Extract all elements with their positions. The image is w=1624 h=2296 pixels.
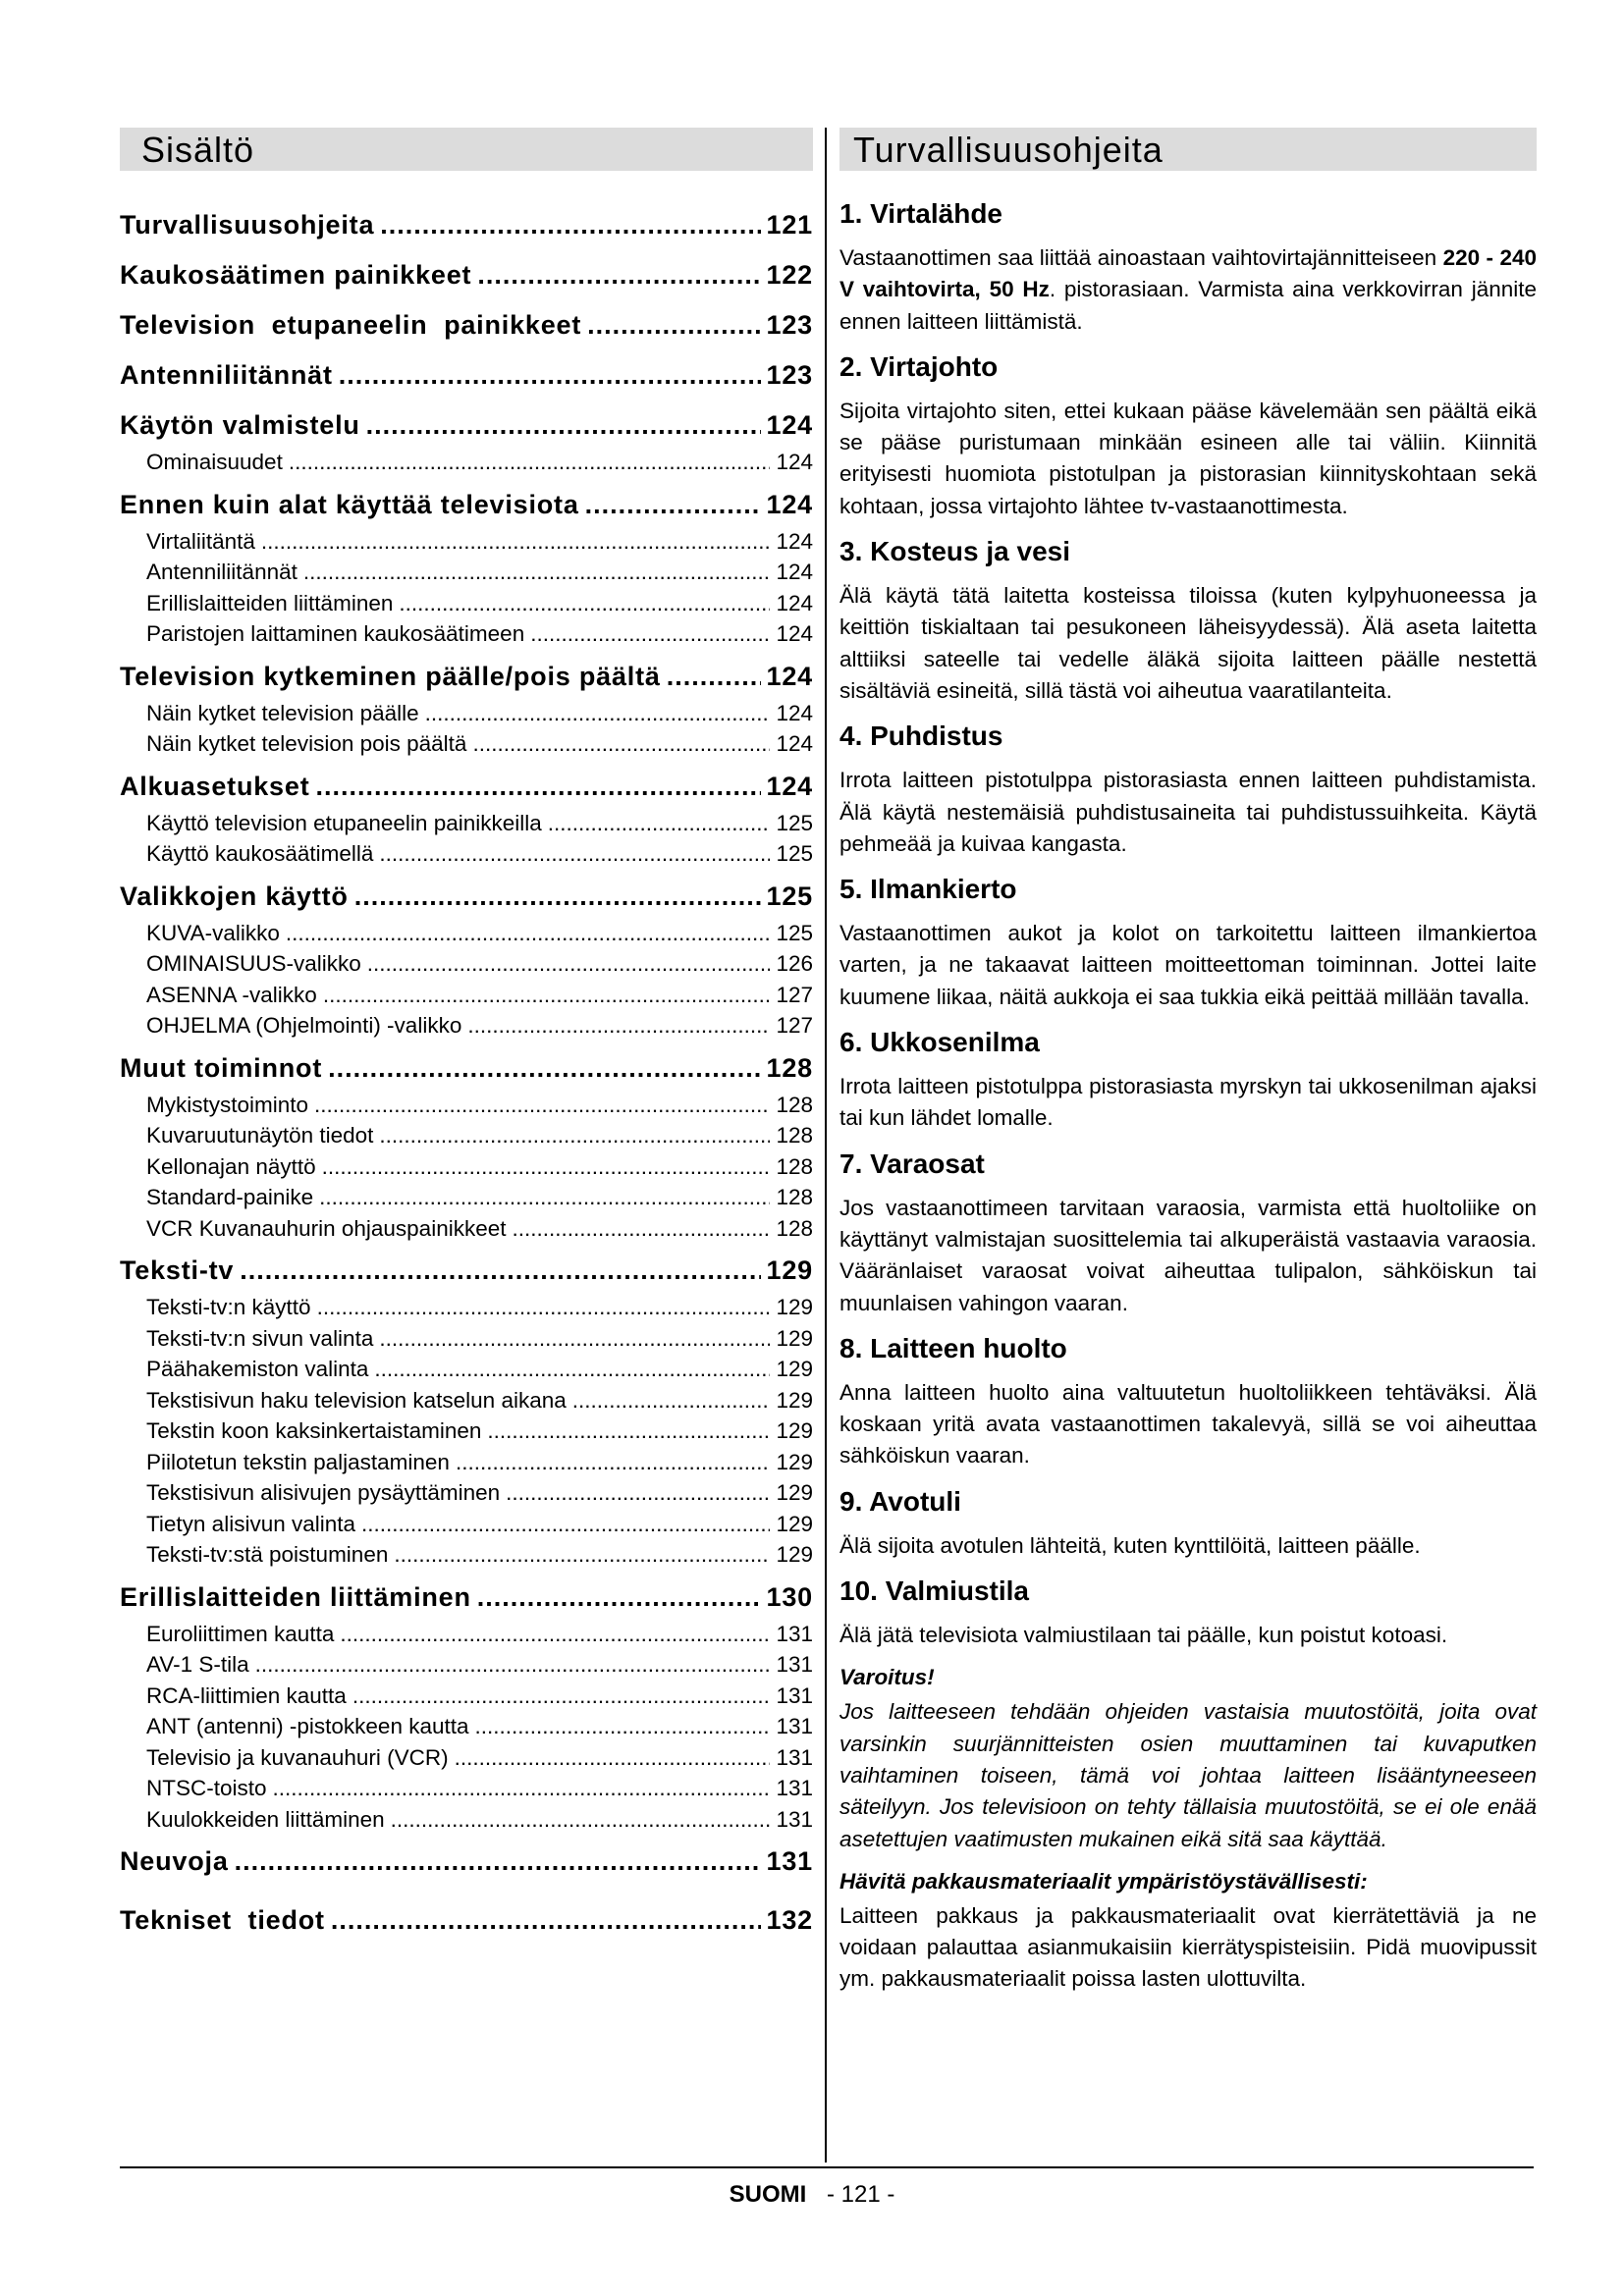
toc-leader-dots [289, 450, 771, 475]
section-text [839, 1377, 1537, 1472]
toc-subentry-page: 127 [776, 1013, 813, 1038]
section-text-part: Jos vastaanottimeen tarvitaan varaosia, varmista että huoltoliike on käyttänyt valmistajan suosittelemia tai alkuperäistä vastaavia varaosia. Vääränlaiset varaosat voivat aiheuttaa tulipalon, sähköiskun tai muunlaisen vahingon vaaran. [839, 1195, 1537, 1315]
toc-subentry-page: 131 [776, 1744, 813, 1770]
column-divider [825, 128, 827, 2163]
toc-leader-dots [477, 1582, 761, 1613]
section-text [839, 1530, 1537, 1562]
toc-subentries [120, 1622, 813, 1839]
toc-entry-label: Antenniliitännät [120, 360, 333, 390]
toc-subentry-label: VCR Kuvanauhurin ohjauspainikkeet [146, 1215, 507, 1241]
toc-leader-dots [477, 260, 760, 291]
toc-subentry-label: Tekstin koon kaksinkertaistaminen [146, 1418, 482, 1443]
packaging-text: Laitteen pakkaus ja pakkausmateriaalit ovat kierrätettäviä ja ne voidaan palauttaa asianmukaisiin kierrätyspisteisiin. Pidä muovipussit ym. pakkausmateriaalit poissa lasten ulottuvilta. [839, 1902, 1537, 1992]
section-text-part: Anna laitteen huolto aina valtuutetun huoltoliikkeen tehtäväksi. Älä koskaan yritä avata vastaanottimen takalevyä, sillä se voi aiheuttaa sähköiskun vaaran. [839, 1379, 1537, 1468]
toc-leader-dots [667, 662, 761, 692]
toc-subentry-page: 127 [776, 982, 813, 1007]
toc-subentry [120, 1745, 813, 1777]
toc-subentry-page: 131 [776, 1682, 813, 1708]
toc-subentry-page: 125 [776, 810, 813, 835]
toc-subentry [120, 529, 813, 561]
toc-leader-dots [487, 1418, 770, 1444]
toc-subentry-page: 124 [776, 590, 813, 615]
toc-subentry [120, 1776, 813, 1807]
toc-leader-dots [585, 490, 761, 520]
toc-subentry-label: Paristojen laittaminen kaukosäätimeen [146, 621, 525, 646]
section-text [839, 580, 1537, 707]
toc-leader-dots [322, 1154, 771, 1180]
toc-subentry [120, 1216, 813, 1248]
toc-subentry [120, 621, 813, 653]
toc-subentry-label: NTSC-toisto [146, 1776, 267, 1800]
section-heading: 1. Virtalähde [839, 198, 1003, 229]
toc-subentry [120, 1622, 813, 1653]
toc-subentry-page: 129 [776, 1295, 813, 1319]
toc-entry-page: 123 [766, 310, 813, 340]
toc-subentries [120, 450, 813, 481]
toc-subentry [120, 841, 813, 873]
toc-subentry [120, 983, 813, 1014]
toc-subentry [120, 1418, 813, 1450]
toc-subentry-page: 128 [776, 1123, 813, 1148]
toc-entry-label: Käytön valmistelu [120, 410, 360, 440]
section-text-part: Vastaanottimen saa liittää ainoastaan vaihtovirtajännitteiseen [839, 245, 1443, 270]
footer-page-number: - 121 - [826, 2181, 895, 2208]
toc-entry-label: Television kytkeminen päälle/pois päältä [120, 661, 661, 691]
toc-subentry-page: 126 [776, 951, 813, 976]
toc-leader-dots [319, 1185, 770, 1210]
toc-entry-label: Television etupaneelin painikkeet [120, 310, 582, 340]
toc-subentry-page: 128 [776, 1215, 813, 1241]
toc-leader-dots [467, 1013, 770, 1039]
toc-subentry-page: 128 [776, 1185, 813, 1209]
toc-subentry [120, 450, 813, 481]
toc-entry-page: 128 [766, 1052, 813, 1083]
section-text [839, 1620, 1537, 1651]
toc-leader-dots [572, 1388, 771, 1414]
toc-subentry-page: 124 [776, 560, 813, 584]
toc-subentry-label: OMINAISUUS-valikko [146, 951, 361, 976]
toc-leader-dots [235, 1846, 761, 1877]
section-heading: 10. Valmiustila [839, 1575, 1029, 1607]
toc-subentry-label: Teksti-tv:n sivun valinta [146, 1325, 374, 1351]
section-text-part: . pistorasiaan. Varmista aina verkkovirran jännite ennen laitteen liittämistä. [839, 277, 1537, 334]
section-heading: 2. Virtajohto [839, 350, 999, 382]
toc-entry [120, 1905, 813, 1937]
toc-subentry [120, 560, 813, 591]
toc-entry-page: 123 [766, 360, 813, 390]
toc-subentry-label: Virtaliitäntä [146, 528, 255, 554]
toc-leader-dots [303, 560, 771, 585]
toc-subentry-label: ASENNA -valikko [146, 982, 317, 1007]
toc-subentry-page: 124 [776, 528, 813, 554]
toc-subentry-page: 129 [776, 1511, 813, 1536]
toc-entry-page: 124 [766, 410, 813, 440]
footer-language: SUOMI [729, 2181, 807, 2208]
toc-subentry-page: 131 [776, 1806, 813, 1832]
toc-entry-page: 124 [766, 489, 813, 519]
toc-title: Sisältö [120, 128, 813, 171]
toc-leader-dots [548, 811, 771, 836]
toc-subentry-label: OHJELMA (Ohjelmointi) -valikko [146, 1013, 462, 1038]
section-heading: 8. Laitteen huolto [839, 1332, 1067, 1363]
section-text [839, 1071, 1537, 1135]
safety-title: Turvallisuusohjeita [839, 128, 1537, 171]
toc-subentry [120, 1154, 813, 1186]
toc-leader-dots [456, 1450, 771, 1475]
toc-subentry-label: Erillislaitteiden liittäminen [146, 590, 394, 615]
toc-subentry-label: Kuvaruutunäytön tiedot [146, 1123, 374, 1148]
section-text [839, 242, 1537, 338]
toc-entry [120, 210, 813, 241]
toc-subentry-label: Tietyn alisivun valinta [146, 1511, 356, 1536]
toc-entry-label: Neuvoja [120, 1846, 229, 1876]
toc-subentry-page: 131 [776, 1776, 813, 1800]
toc-leader-dots [475, 1714, 771, 1739]
toc-leader-dots [317, 1295, 771, 1320]
toc-leader-dots [380, 210, 760, 240]
toc-entry [120, 1582, 813, 1614]
toc-leader-dots [379, 1123, 770, 1148]
toc-subentry-label: Ominaisuudet [146, 450, 283, 474]
toc-leader-dots [286, 921, 771, 946]
section-text [839, 765, 1537, 860]
toc-subentry-label: Piilotetun tekstin paljastaminen [146, 1449, 450, 1474]
toc-entry [120, 310, 813, 342]
toc-subentries [120, 811, 813, 873]
section-heading: 6. Ukkosenilma [839, 1027, 1040, 1058]
toc-leader-dots [354, 881, 761, 912]
page-footer [0, 2181, 1624, 2209]
table-of-contents [120, 128, 813, 1937]
toc-entry-page: 121 [766, 210, 813, 240]
toc-entry [120, 1846, 813, 1878]
toc-subentry-page: 124 [776, 700, 813, 725]
toc-subentry-page: 128 [776, 1092, 813, 1117]
toc-entry-label: Tekniset tiedot [120, 1905, 325, 1935]
toc-subentry [120, 1652, 813, 1683]
toc-leader-dots [340, 1622, 770, 1647]
toc-leader-dots [394, 1542, 770, 1568]
toc-entry [120, 1053, 813, 1085]
warning-title: Varoitus! [839, 1665, 935, 1690]
toc-leader-dots [425, 701, 771, 726]
section-heading: 5. Ilmankierto [839, 874, 1017, 905]
toc-list [120, 210, 813, 1937]
toc-leader-dots [399, 591, 770, 616]
toc-subentry-page: 129 [776, 1357, 813, 1381]
toc-subentry-label: Näin kytket television päälle [146, 700, 419, 725]
toc-subentry-label: RCA-liittimien kautta [146, 1682, 347, 1708]
section-heading: 3. Kosteus ja vesi [839, 536, 1071, 567]
toc-leader-dots [261, 529, 771, 555]
section-text-part: Älä jätä televisiota valmiustilaan tai päälle, kun poistut kotoasi. [839, 1623, 1448, 1648]
toc-entry-page: 130 [766, 1581, 813, 1612]
toc-subentry-label: Päähakemiston valinta [146, 1357, 369, 1381]
toc-subentry-label: Käyttö kaukosäätimellä [146, 841, 374, 866]
toc-subentry [120, 1295, 813, 1326]
toc-entry [120, 490, 813, 521]
toc-subentry-page: 129 [776, 1542, 813, 1567]
toc-subentry-page: 124 [776, 731, 813, 756]
warning-text: Jos laitteeseen tehdään ohjeiden vastaisia muutostöitä, joita ovat varsinkin suurjännitteisten osien muuttaminen tai kuvaputken vaihtaminen toiseen, tämä voi johtaa laitteen lisääntyneeseen säteilyyn. Jos televisioon on tehty tällaisia muutostöitä, se ei ole enää asetettujen vaatimusten mukainen eikä sitä saa käyttää. [839, 1699, 1537, 1851]
toc-leader-dots [367, 951, 771, 977]
toc-subentry-page: 129 [776, 1418, 813, 1443]
toc-entry-label: Alkuasetukset [120, 771, 310, 801]
toc-subentry-page: 128 [776, 1153, 813, 1179]
toc-entry-page: 124 [766, 661, 813, 691]
toc-subentry-label: Näin kytket television pois päältä [146, 731, 467, 756]
toc-entry [120, 360, 813, 392]
toc-entry-page: 125 [766, 881, 813, 911]
toc-subentry-page: 129 [776, 1449, 813, 1474]
toc-subentry [120, 701, 813, 732]
toc-subentry-label: Käyttö television etupaneelin painikkeilla [146, 810, 542, 835]
toc-subentry-label: Euroliittimen kautta [146, 1621, 335, 1646]
toc-leader-dots [530, 621, 770, 647]
toc-leader-dots [587, 310, 760, 341]
toc-entry [120, 410, 813, 442]
safety-instructions [839, 128, 1537, 2009]
toc-subentry-label: KUVA-valikko [146, 920, 280, 945]
toc-entry-page: 122 [766, 260, 813, 290]
toc-leader-dots [366, 410, 761, 441]
toc-subentry-label: Teksti-tv:n käyttö [146, 1295, 311, 1319]
toc-subentry [120, 1093, 813, 1124]
toc-leader-dots [323, 983, 771, 1008]
toc-entry [120, 772, 813, 803]
toc-subentry-page: 125 [776, 920, 813, 945]
section-heading: 4. Puhdistus [839, 721, 1003, 752]
section-text-part: Älä sijoita avotulen lähteitä, kuten kynttilöitä, laitteen päälle. [839, 1532, 1421, 1558]
toc-subentry [120, 1185, 813, 1216]
toc-entry-page: 132 [766, 1905, 813, 1935]
toc-subentry-page: 129 [776, 1325, 813, 1351]
toc-leader-dots [472, 731, 770, 757]
toc-subentry [120, 1388, 813, 1419]
toc-leader-dots [512, 1216, 770, 1242]
toc-subentry [120, 951, 813, 983]
section-text-part: Vastaanottimen aukot ja kolot on tarkoitettu laitteen ilmankiertoa varten, ja ne takaavat laitteen moitteettoman toiminnan. Jottei laite kuumene liikaa, näitä aukkoja ei saa tukkia eikä peittää millään tavalla. [839, 921, 1537, 1009]
toc-entry-label: Muut toiminnot [120, 1052, 323, 1083]
toc-leader-dots [506, 1480, 770, 1506]
toc-subentry [120, 1542, 813, 1574]
toc-leader-dots [391, 1807, 771, 1833]
section-text-part: Sijoita virtajohto siten, ettei kukaan pääse kävelemään sen päältä eikä se pääse puristumaan minkään esineen alle tai väliin. Kiinnitä erityisesti huomiota pistotulpan ja pistorasian kiinnityskohtaan sekä kohtaan, jossa virtajohto lähtee tv-vastaanottimesta. [839, 398, 1537, 518]
section-text [839, 1193, 1537, 1319]
toc-subentry [120, 731, 813, 763]
toc-leader-dots [455, 1745, 771, 1771]
toc-leader-dots [379, 1326, 770, 1352]
section-text [839, 918, 1537, 1013]
toc-subentry-label: Mykistystoiminto [146, 1092, 309, 1117]
toc-leader-dots [255, 1652, 771, 1678]
toc-entry [120, 260, 813, 292]
toc-subentry-page: 124 [776, 450, 813, 474]
toc-leader-dots [379, 841, 770, 867]
toc-leader-dots [240, 1255, 760, 1286]
toc-entry-label: Kaukosäätimen painikkeet [120, 260, 472, 290]
toc-subentry-label: Standard-painike [146, 1185, 314, 1209]
toc-subentry-label: Antenniliitännät [146, 560, 298, 584]
toc-leader-dots [273, 1776, 771, 1801]
section-text [839, 396, 1537, 522]
toc-subentry [120, 1357, 813, 1388]
toc-subentry [120, 1714, 813, 1745]
toc-leader-dots [352, 1683, 771, 1709]
toc-subentry [120, 1450, 813, 1481]
toc-subentry-label: AV-1 S-tila [146, 1652, 249, 1677]
toc-entry-label: Valikkojen käyttö [120, 881, 349, 911]
toc-subentry-label: Kuulokkeiden liittäminen [146, 1806, 385, 1832]
toc-entry-page: 131 [766, 1846, 813, 1876]
toc-subentry-page: 131 [776, 1714, 813, 1738]
toc-subentry [120, 1326, 813, 1358]
toc-subentry [120, 1807, 813, 1839]
toc-entry [120, 881, 813, 913]
packaging-title: Hävitä pakkausmateriaalit ympäristöystävällisesti: [839, 1868, 1368, 1894]
toc-subentries [120, 1093, 813, 1248]
toc-subentry [120, 1123, 813, 1154]
toc-subentry-label: Teksti-tv:stä poistuminen [146, 1542, 389, 1567]
toc-subentry-label: ANT (antenni) -pistokkeen kautta [146, 1714, 469, 1738]
toc-subentry-page: 131 [776, 1652, 813, 1677]
toc-leader-dots [331, 1905, 761, 1936]
toc-subentry-page: 131 [776, 1621, 813, 1646]
toc-subentries [120, 921, 813, 1044]
toc-entry [120, 662, 813, 693]
toc-subentry-label: Tekstisivun alisivujen pysäyttäminen [146, 1480, 501, 1505]
toc-subentry-page: 125 [776, 841, 813, 866]
toc-entry-label: Turvallisuusohjeita [120, 210, 375, 240]
toc-subentry-page: 129 [776, 1387, 813, 1413]
section-text-emphasis: 220 - 240 V vaihtovirta, 50 Hz [839, 245, 1537, 302]
toc-leader-dots [361, 1512, 770, 1537]
toc-subentry [120, 1512, 813, 1543]
toc-leader-dots [328, 1053, 760, 1084]
toc-subentry-label: Televisio ja kuvanauhuri (VCR) [146, 1744, 449, 1770]
toc-subentry-label: Tekstisivun haku television katselun aikana [146, 1387, 567, 1413]
safety-sections [839, 198, 1537, 1651]
section-text-part: Irrota laitteen pistotulppa pistorasiasta myrskyn tai ukkosenilman ajaksi tai kun lähdet lomalle. [839, 1074, 1537, 1131]
toc-subentries [120, 701, 813, 763]
toc-entry-page: 129 [766, 1255, 813, 1285]
toc-entry [120, 1255, 813, 1287]
toc-subentry [120, 1013, 813, 1044]
toc-entry-label: Erillislaitteiden liittäminen [120, 1581, 471, 1612]
toc-subentry-page: 129 [776, 1480, 813, 1505]
toc-entry-label: Teksti-tv [120, 1255, 235, 1285]
toc-subentry-page: 124 [776, 621, 813, 646]
toc-subentries [120, 529, 813, 653]
toc-subentry [120, 921, 813, 952]
section-heading: 9. Avotuli [839, 1485, 961, 1517]
toc-entry-page: 124 [766, 771, 813, 801]
toc-subentry [120, 1683, 813, 1715]
toc-leader-dots [315, 772, 760, 802]
section-text-part: Irrota laitteen pistotulppa pistorasiasta ennen laitteen puhdistamista. Älä käytä nestemäisiä puhdistusaineita tai puhdistussuihkeita. Käytä pehmeää ja kuivaa kangasta. [839, 768, 1537, 856]
toc-leader-dots [374, 1357, 770, 1382]
footer-rule [120, 2166, 1534, 2168]
toc-subentries [120, 1295, 813, 1574]
toc-leader-dots [314, 1093, 770, 1118]
toc-leader-dots [339, 360, 761, 391]
toc-subentry [120, 811, 813, 842]
toc-subentry-label: Kellonajan näyttö [146, 1153, 316, 1179]
section-text-part: Älä käytä tätä laitetta kosteissa tiloissa (kuten kylpyhuoneessa ja keittiön tiskialtaan tai pesukoneen läheisyydessä). Älä aseta laitetta alttiiksi sateelle tai vedelle äläkä sijoita laitteen päälle nestettä sisältäviä esineitä, sillä tästä voi aiheutua vaaratilanteita. [839, 583, 1537, 703]
toc-entry-label: Ennen kuin alat käyttää televisiota [120, 489, 579, 519]
toc-subentry [120, 591, 813, 622]
toc-subentry [120, 1480, 813, 1512]
section-heading: 7. Varaosat [839, 1148, 985, 1179]
